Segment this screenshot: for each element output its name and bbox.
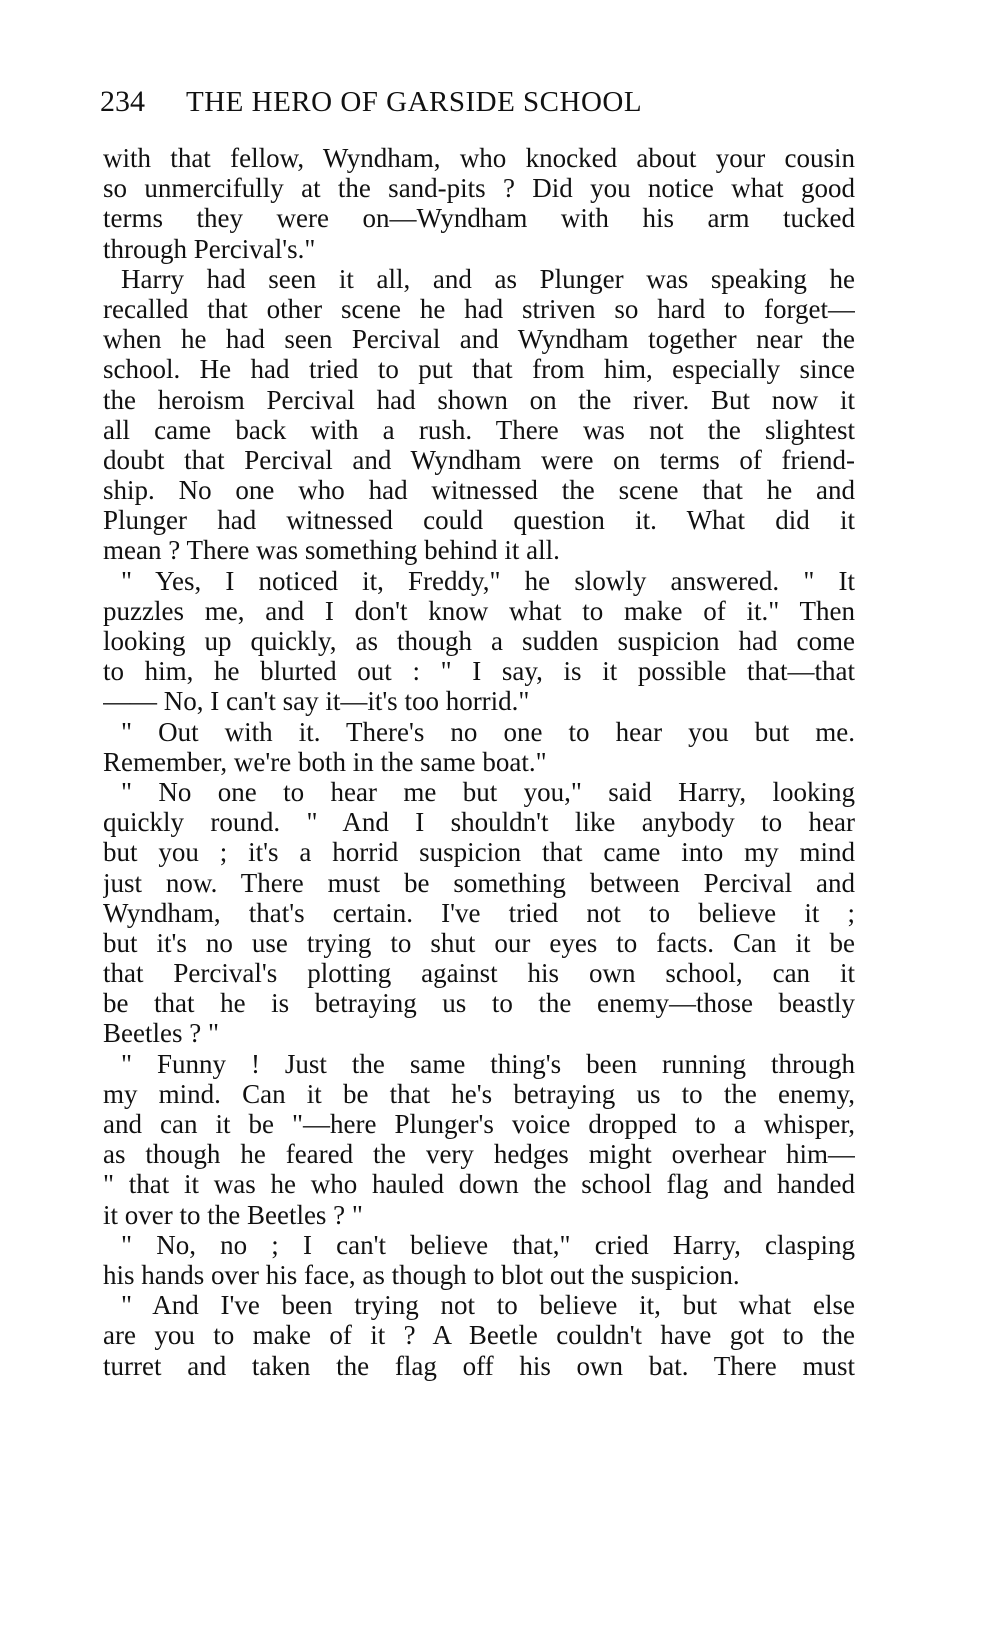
text-line: that Percival's plotting against his own school, can it [103,958,855,989]
text-line: —— No, I can't say it—it's too horrid." [103,686,530,717]
text-line: " Out with it. There's no one to hear you but me. [121,716,855,747]
text-line: Harry had seen it all, and as Plunger was speaking he [121,263,855,294]
book-title: THE HERO OF GARSIDE SCHOOL [186,86,643,118]
text-line: all came back with a rush. There was not the slightest [103,414,855,445]
text-line: but you ; it's a horrid suspicion that came into my mind [103,837,855,868]
text-line: just now. There must be something between Percival and [103,867,855,898]
text-line: Plunger had witnessed could question it. What did it [103,505,855,536]
text-line: are you to make of it ? A Beetle couldn't have got to the [103,1320,855,1351]
running-head [100,82,860,122]
text-line: school. He had tried to put that from him, especially since [103,354,855,385]
text-line: be that he is betraying us to the enemy—those beastly [103,988,855,1019]
page-number: 234 [100,85,145,118]
text-line: " that it was he who hauled down the school flag and handed [103,1169,855,1200]
text-line: Beetles ? " [103,1018,219,1049]
text-line: looking up quickly, as though a sudden suspicion had come [103,626,855,656]
text-line: " No, no ; I can't believe that," cried Harry, clasping [121,1229,855,1260]
text-line: " Yes, I noticed it, Freddy," he slowly answered. " It [121,565,855,596]
text-line: Wyndham, that's certain. I've tried not to believe it ; [103,897,855,928]
text-line: " No one to hear me but you," said Harry, looking [121,776,855,807]
text-line: quickly round. " And I shouldn't like anybody to hear [103,807,855,838]
text-line: mean ? There was something behind it all. [103,535,560,566]
text-line: recalled that other scene he had striven so hard to forget— [103,293,855,324]
text-line: to him, he blurted out : " I say, is it possible that—that [103,656,855,687]
text-line: it over to the Beetles ? " [103,1199,363,1230]
text-line: so unmercifully at the sand-pits ? Did you notice what good [103,173,855,204]
text-line: his hands over his face, as though to blot out the suspicion. [103,1259,740,1290]
text-line: with that fellow, Wyndham, who knocked about your cousin [103,143,855,173]
text-line: puzzles me, and I don't know what to make of it." Then [103,595,855,626]
text-line: doubt that Percival and Wyndham were on terms of friend- [103,444,855,475]
text-line: turret and taken the flag off his own bat. There must [103,1350,855,1381]
text-line: and can it be "—here Plunger's voice dropped to a whisper, [103,1109,855,1139]
text-line: Remember, we're both in the same boat." [103,746,547,777]
text-line: ship. No one who had witnessed the scene that he and [103,475,855,506]
body-text [103,143,855,1381]
text-line: terms they were on—Wyndham with his arm tucked [103,203,855,234]
text-line: through Percival's." [103,233,316,264]
text-line: the heroism Percival had shown on the river. But now it [103,384,855,415]
text-line: as though he feared the very hedges might overhear him— [103,1139,855,1170]
text-line: when he had seen Percival and Wyndham together near the [103,324,855,355]
text-line: my mind. Can it be that he's betraying us to the enemy, [103,1078,855,1109]
text-line: " Funny ! Just the same thing's been running through [121,1048,855,1079]
text-line: but it's no use trying to shut our eyes to facts. Can it be [103,927,855,958]
text-line: " And I've been trying not to believe it, but what else [121,1290,855,1321]
